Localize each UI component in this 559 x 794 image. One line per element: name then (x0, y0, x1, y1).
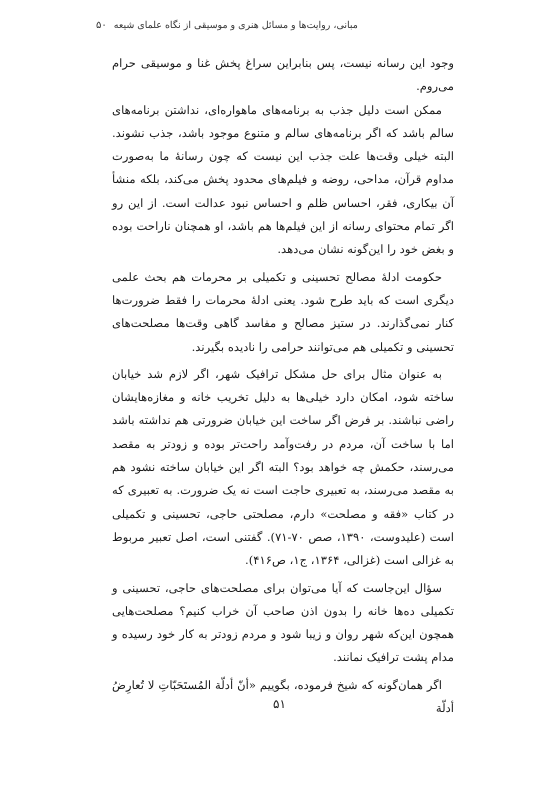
page-number: ۵۱ (273, 697, 286, 711)
header-page-mark: ۵۰ (96, 20, 107, 31)
running-header (96, 20, 451, 31)
paragraph-2: ممکن است دلیل جذب به برنامه‌های ماهواره‌ای، نداشتن برنامه‌های سالم باشد که اگر برنامه‌های سالم و متنوع موجود باشد، جذب نشوند. البته خیلی وقت‌ها علت جذب این نیست که چون رسانهٔ ما به‌صورت مداوم قرآن، مداحی، روضه و فیلم‌های محدود پخش می‌کند، بلکه منشأ آن بیکاری، فقر، احساس ظلم و احساس نبود عدالت است. از این رو اگر تمام محتوای رسانه از این فیلم‌ها هم باشد، او همچنان ناراحت بوده و بغض خود را این‌گونه نشان می‌دهد. (112, 102, 454, 257)
paragraph-5: سؤال این‌جاست که آیا می‌توان برای مصلحت‌های حاجی، تحسینی و تکمیلی ده‌ها خانه را بدون اذن صاحب آن خراب کنیم؟ مصلحت‌هایی همچون این‌که شهر روان و زیبا شود و مردم زودتر به کار خود رسیده و مدام پشت ترافیک نمانند. (112, 580, 454, 665)
paragraph-1: وجود این رسانه نیست، پس بنابراین سراغ پخش غنا و موسیقی حرام می‌روم. (112, 56, 454, 94)
running-title: مبانی، روایت‌ها و مسائل هنری و موسیقی از نگاه علمای شیعه (113, 20, 358, 31)
paragraph-6: اگر همان‌گونه که شیخ فرموده، بگوییم «أنّ أدلّة المُستَحَبّاتِ لا تُعارِضُ أدلّة (112, 677, 454, 716)
paragraph-3: حکومت ادلهٔ مصالح تحسینی و تکمیلی بر محرمات هم بحث علمی دیگری است که باید طرح شود. یعنی ادلهٔ محرمات را فقط ضرورت‌ها کنار نمی‌گذارند. در ستیز مصالح و مفاسد گاهی وقت‌ها مصلحت‌های تحسینی و تکمیلی هم می‌توانند حرامی را نادیده بگیرند. (112, 269, 454, 354)
body-text (112, 52, 454, 720)
paragraph-4: به عنوان مثال برای حل مشکل ترافیک شهر، اگر لازم شد خیابان ساخته شود، امکان دارد خیلی‌ها به دلیل تخریب خانه و مغازه‌هایشان راضی نباشند. بر فرض اگر ساخت این خیابان ضرورتی هم نداشته باشد اما با ساخت آن، مردم در رفت‌وآمد راحت‌تر بوده و زودتر به مقصد می‌رسند، حکمش چه خواهد بود؟ البته اگر این خیابان ساخته نشود هم به مقصد می‌رسند، به تعبیری حاجت است نه یک ضرورت. به تعبیری که در کتاب «فقه و مصلحت» دارم، مصلحتی حاجی، تحسینی و تکمیلی است (علیدوست، ۱۳۹۰، صص ۷۰-۷۱). گفتنی است، اصل تعبیر مربوط به غزالی است (غزالی، ۱۳۶۴، ج۱، ص۴۱۶). (112, 366, 454, 568)
